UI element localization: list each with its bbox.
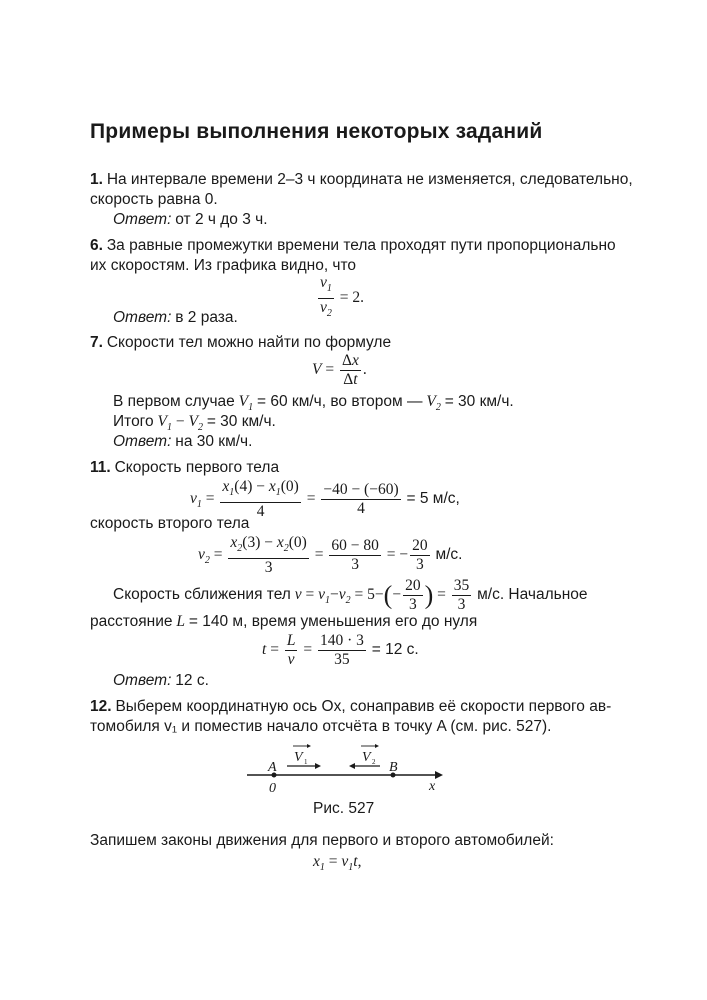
task-11-line-4: расстояние L = 140 м, время уменьшения его до нуля: [90, 613, 478, 630]
answer-text: 12 с.: [175, 672, 209, 689]
task-7-text-2b: = 60 км/ч, во втором —: [257, 393, 423, 410]
task-1-line-2: скорость равна 0.: [90, 191, 218, 208]
task-1-answer: [113, 210, 268, 230]
vector-v1-label: V: [294, 750, 303, 765]
task-11-text-4a: расстояние: [90, 613, 173, 630]
x-axis-arrowhead: [435, 771, 443, 779]
task-7-number: 7.: [90, 334, 103, 351]
figure-527: [245, 738, 445, 796]
task-7-answer: [113, 432, 252, 452]
v2-formula: $v_2$ = $\frac{x_2(3) - x_2(0)}{3}$ = $\frac{60 - 80}{3}$ = − $\frac{20}{3}$ м/с.: [198, 534, 463, 577]
task-6-answer: [113, 308, 238, 328]
task-11-text-4b: = 140 м, время уменьшения его до нуля: [188, 613, 478, 630]
task-12-line-1: [90, 697, 611, 717]
point-a-label: A: [268, 760, 277, 775]
point-b-label: B: [389, 760, 398, 775]
v2-result: м/с.: [435, 546, 463, 564]
answer-label: Ответ:: [113, 433, 172, 450]
vector-v2-sub: 2: [372, 758, 376, 766]
answer-text: на 30 км/ч.: [175, 433, 253, 450]
task-7-text-2c: = 30 км/ч.: [444, 393, 514, 410]
task-11-number: 11.: [90, 459, 111, 476]
page-title: Примеры выполнения некоторых заданий: [90, 120, 543, 143]
task-6-number: 6.: [90, 237, 103, 254]
time-formula: t = $\frac{L}{v}$ = $\frac{140 \cdot 3}{35}$ = 12 с.: [262, 632, 419, 668]
task-11-text-3b: м/с. Начальное: [477, 586, 588, 604]
t-result: = 12 с.: [371, 641, 419, 659]
x-axis-label: x: [429, 779, 436, 794]
task-6-line-2: их скоростям. Из графика видно, что: [90, 257, 357, 274]
figure-caption: Рис. 527: [313, 800, 375, 817]
motion-law-1: $x_1 = v_1t$,: [313, 853, 362, 874]
vector-v2-head: [349, 763, 355, 769]
answer-label: Ответ:: [113, 211, 172, 228]
task-11-text-1: Скорость первого тела: [114, 459, 280, 476]
answer-label: Ответ:: [113, 672, 172, 689]
v1-result: = 5 м/с,: [406, 490, 460, 508]
task-11-line-1: [90, 458, 279, 478]
task-7-text-1: Скорости тел можно найти по формуле: [106, 334, 392, 351]
task-6-text-1: За равные промежутки времени тела проходят пути пропорционально: [106, 237, 616, 254]
vector-v1-head: [315, 763, 321, 769]
answer-text: от 2 ч до 3 ч.: [175, 211, 268, 228]
task-12-text-1: Выберем координатную ось Ox, сонаправив её скорости первого ав-: [115, 698, 612, 715]
task-11-text-3a: Скорость сближения тел: [113, 586, 291, 604]
vector-v1-sub: 1: [304, 758, 308, 766]
task-7-text-3a: Итого: [113, 413, 154, 430]
vector-v2-label: V: [362, 750, 371, 765]
ratio-formula: $\frac{v_1}{v_2}$ = 2.: [320, 274, 365, 320]
task-6-line-1: [90, 236, 616, 256]
task-7-text-2a: В первом случае: [113, 393, 235, 410]
origin-label: 0: [269, 781, 276, 796]
task-11-line-3: Скорость сближения тел $v = v_1-v_2 = 5-(-$ $\frac{20}{3}$ ) = $\frac{35}{3}$ м/с. Начальное: [113, 577, 588, 613]
task-7-line-1: [90, 333, 391, 353]
task-1-line-1: [90, 170, 633, 190]
task-11-answer: [113, 671, 209, 691]
task-7-text-3b: = 30 км/ч.: [206, 413, 276, 430]
closing-line-1: Запишем законы движения для первого и второго автомобилей:: [90, 832, 554, 849]
task-11-line-2: скорость второго тела: [90, 515, 250, 532]
task-7-line-3: Итого $V_1 - V_2 = 30$ км/ч.: [113, 413, 276, 434]
answer-text: в 2 раза.: [175, 309, 238, 326]
task-12-line-2: томобиля v₁ и поместив начало отсчёта в точку A (см. рис. 527).: [90, 718, 552, 735]
task-7-line-2: В первом случае $V_1 = 60$ км/ч, во втором — $V_2 = 30$ км/ч.: [113, 393, 514, 414]
task-12-number: 12.: [90, 698, 112, 715]
task-1-text-1: На интервале времени 2–3 ч координата не изменяется, следовательно,: [106, 171, 633, 188]
task-1-number: 1.: [90, 171, 103, 188]
v1-formula: $v_1$ = $\frac{x_1(4) - x_1(0)}{4}$ = $\frac{-40 - (-60)}{4}$ = 5 м/с,: [190, 478, 460, 521]
answer-label: Ответ:: [113, 309, 172, 326]
velocity-formula: V = $\frac{\Delta x}{\Delta t}$ .: [312, 352, 367, 388]
